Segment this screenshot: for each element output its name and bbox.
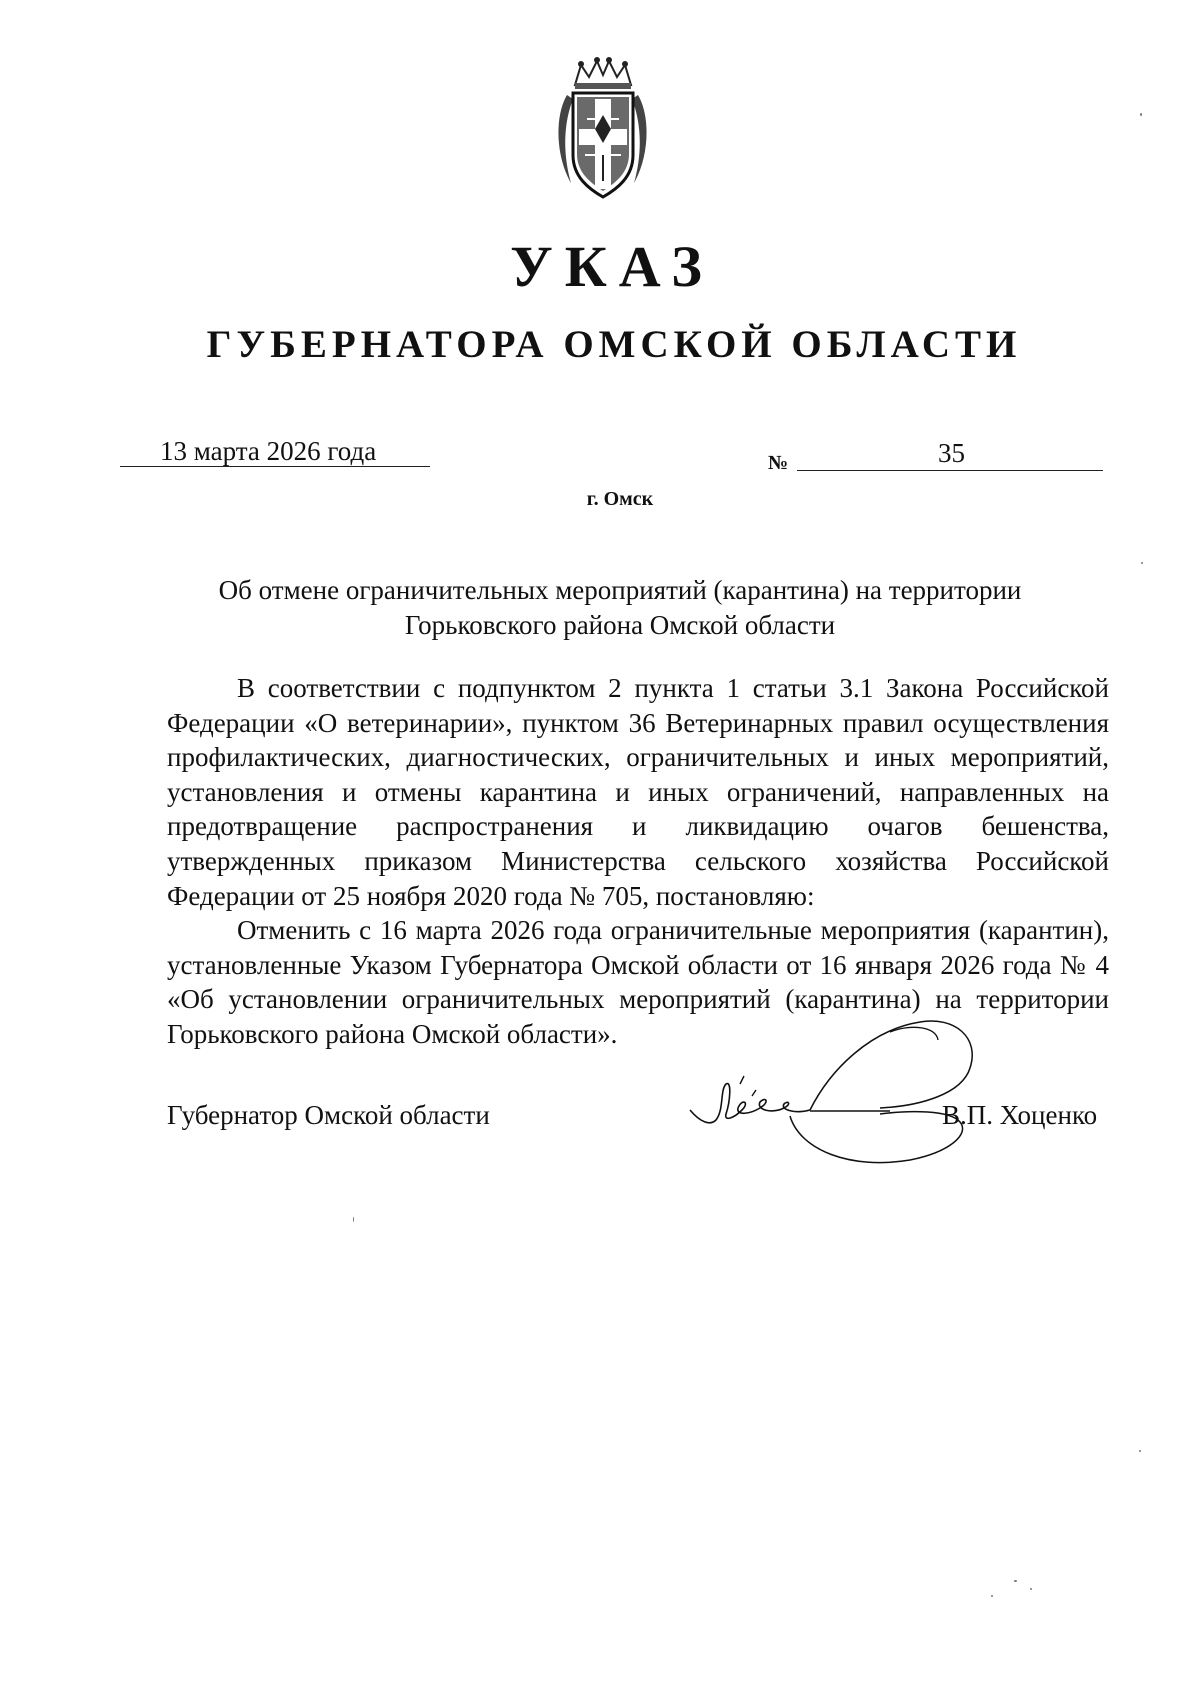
scan-speck — [1141, 562, 1143, 564]
number-underline — [797, 470, 1103, 471]
decree-issuer: ГУБЕРНАТОРА ОМСКОЙ ОБЛАСТИ — [206, 323, 1022, 366]
scan-speck — [1139, 1450, 1141, 1452]
scan-speck — [1140, 113, 1142, 116]
subject-line-2: Горьковского района Омской области — [404, 610, 836, 640]
body-paragraph-1: В соответствии с подпунктом 2 пункта 1 статьи 3.1 Закона Российской Федерации «О ветеринарии», пунктом 36 Ветеринарных правил осуществления профилактических, диагностических, ограничительных и иных мероприятий, установления и отмены карантина и иных ограничений, направленных на предотвращение распространения и ликвидацию очагов бешенства, утвержденных приказом Министерства сельского хозяйства Российской Федерации от 25 ноября 2020 года № 705, постановляю: — [167, 673, 1109, 911]
decree-body — [167, 671, 1109, 1052]
handwritten-signature-icon — [680, 1010, 1030, 1185]
date-underline — [120, 466, 430, 467]
signatory-position: Губернатор Омской области — [167, 1100, 490, 1130]
city-label: г. Омск — [586, 488, 654, 510]
signatory-name: В.П. Хоценко — [942, 1100, 1098, 1130]
scan-speck — [1014, 1580, 1017, 1582]
scan-speck — [1030, 1588, 1032, 1590]
subject-line-1: Об отмене ограничительных мероприятий (карантина) на территории — [218, 575, 1022, 605]
number-sign: № — [768, 452, 789, 474]
body-paragraph-2: Отменить с 16 марта 2026 года ограничительные мероприятия (карантин), установленные Указом Губернатора Омской области от 16 января 2026 года № 4 «Об установлении ограничительных мероприятий (карантина) на территории Горьковского района Омской области». — [167, 915, 1109, 1049]
coat-of-arms-icon — [553, 55, 652, 200]
decree-subject — [150, 573, 1090, 643]
decree-title: УКАЗ — [510, 234, 714, 299]
decree-number: 35 — [938, 438, 965, 468]
decree-date: 13 марта 2026 года — [160, 436, 377, 466]
scan-speck — [991, 1595, 993, 1597]
scan-speck — [353, 1217, 354, 1222]
